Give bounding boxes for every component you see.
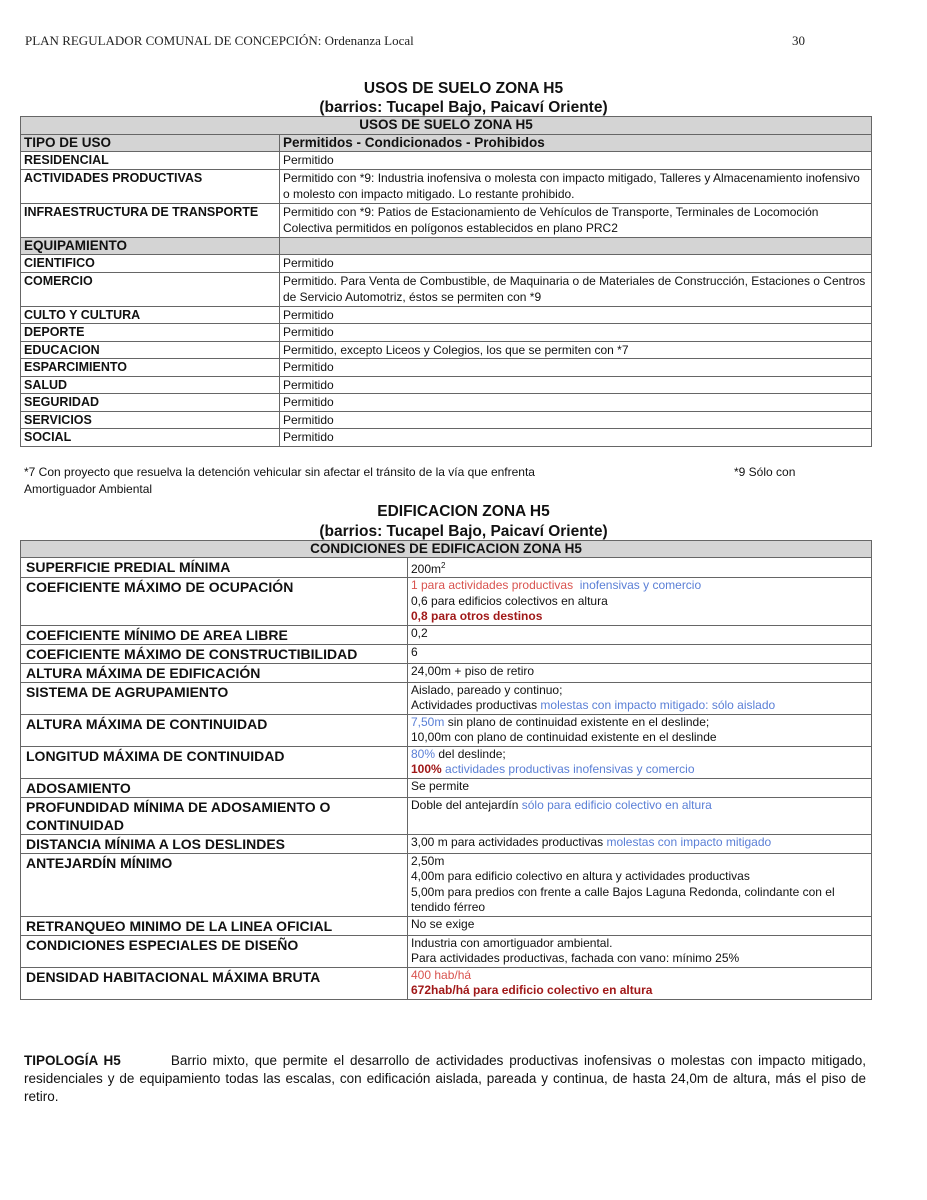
col-permitidos: Permitidos - Condicionados - Prohibidos xyxy=(280,134,872,152)
row-label: PROFUNDIDAD MÍNIMA DE ADOSAMIENTO O CONTINUIDAD xyxy=(21,797,408,834)
table-row xyxy=(21,797,872,834)
row-label: CULTO Y CULTURA xyxy=(21,306,280,324)
row-value xyxy=(408,682,872,714)
tipologia-label: TIPOLOGÍA H5 xyxy=(24,1053,121,1068)
value-text: 3,00 m para actividades productivas xyxy=(411,834,607,849)
table-row xyxy=(21,359,872,377)
edificacion-table xyxy=(20,540,872,1000)
equipamiento-empty xyxy=(280,237,872,255)
value-text: 7,50m xyxy=(411,714,445,729)
value-text: del deslinde; xyxy=(435,746,506,761)
value-superscript: 2 xyxy=(441,560,446,570)
table-row xyxy=(21,663,872,682)
value-text: 10,00m con plano de continuidad existente en el deslinde xyxy=(411,730,717,744)
row-value xyxy=(408,797,872,834)
row-value: 24,00m + piso de retiro xyxy=(408,663,872,682)
row-value: Permitido con *9: Industria inofensiva o molesta con impacto mitigado, Talleres y Almacenamiento inofensivo o molesto con impacto mitigado. Lo restante prohibido. xyxy=(280,169,872,203)
row-value: Permitido xyxy=(280,429,872,447)
table-row xyxy=(21,644,872,663)
table-row xyxy=(21,916,872,935)
table-row xyxy=(21,169,872,203)
row-value: Permitido, excepto Liceos y Colegios, los que se permiten con *7 xyxy=(280,341,872,359)
row-label: COEFICIENTE MÍNIMO DE AREA LIBRE xyxy=(21,625,408,644)
row-label: ESPARCIMIENTO xyxy=(21,359,280,377)
row-label: DENSIDAD HABITACIONAL MÁXIMA BRUTA xyxy=(21,967,408,999)
value-text: inofensivas y comercio xyxy=(579,578,702,592)
document-title: PLAN REGULADOR COMUNAL DE CONCEPCIÓN: Ordenanza Local xyxy=(25,33,414,48)
value-text: 400 hab/há xyxy=(411,967,472,982)
usos-subtitle: (barrios: Tucapel Bajo, Paicaví Oriente) xyxy=(319,99,608,116)
value-text: sin plano de continuidad existente en el deslinde; xyxy=(444,714,710,729)
table-row xyxy=(21,714,872,746)
value-text: 672hab/há para edificio colectivo en altura xyxy=(411,983,653,997)
value-text: Para actividades productivas, fachada con vano: mínimo 25% xyxy=(411,951,740,965)
table-row xyxy=(21,306,872,324)
row-label: ACTIVIDADES PRODUCTIVAS xyxy=(21,169,280,203)
row-label: SERVICIOS xyxy=(21,411,280,429)
col-tipo-de-uso: TIPO DE USO xyxy=(21,134,280,152)
footnote-7: *7 Con proyecto que resuelva la detención vehicular sin afectar el tránsito de la vía que enfrenta xyxy=(24,465,535,479)
footnote-9: *9 Sólo con xyxy=(734,465,796,479)
value-text: 0,6 para edificios colectivos en altura xyxy=(411,593,608,608)
value-text: 1 para actividades productivas xyxy=(411,578,574,592)
row-value: Permitido xyxy=(280,376,872,394)
value-text: sólo para edificio colectivo en altura xyxy=(521,797,712,812)
row-value: Permitido. Para Venta de Combustible, de Maquinaria o de Materiales de Construcción, Estaciones o Centros de Servicio Automotriz, éstos se permiten con *9 xyxy=(280,272,872,306)
row-label: CONDICIONES ESPECIALES DE DISEÑO xyxy=(21,935,408,967)
value-text: 80% xyxy=(411,746,436,761)
row-value xyxy=(408,967,872,999)
table-row xyxy=(21,411,872,429)
row-label: EDUCACION xyxy=(21,341,280,359)
table-row xyxy=(21,967,872,999)
table-row xyxy=(21,853,872,916)
table-row xyxy=(21,394,872,412)
row-label: SEGURIDAD xyxy=(21,394,280,412)
row-label: ALTURA MÁXIMA DE EDIFICACIÓN xyxy=(21,663,408,682)
row-value: Permitido con *9: Patios de Estacionamiento de Vehículos de Transporte, Terminales de Locomoción Colectiva permitidos en polígonos establecidos en plano PRC2 xyxy=(280,203,872,237)
value-text: molestas con impacto mitigado xyxy=(606,834,772,849)
row-value: Permitido xyxy=(280,411,872,429)
table-row xyxy=(21,152,872,170)
row-value xyxy=(408,935,872,967)
table-row xyxy=(21,429,872,447)
table-row xyxy=(21,625,872,644)
tipologia-text: Barrio mixto, que permite el desarrollo de actividades productivas inofensivas o molestas con impacto mitigado, residenciales y de equipamiento todas las escalas, con edificación aislada, pareada y continua, de hasta 24,0m de altura, más el piso de retiro. xyxy=(24,1053,866,1104)
row-label: SALUD xyxy=(21,376,280,394)
edif-table-title: CONDICIONES DE EDIFICACION ZONA H5 xyxy=(21,541,872,558)
row-value: Permitido xyxy=(280,324,872,342)
footnote-9-continued: Amortiguador Ambiental xyxy=(24,481,153,496)
row-label: DISTANCIA MÍNIMA A LOS DESLINDES xyxy=(21,834,408,853)
table-row xyxy=(21,935,872,967)
table-row xyxy=(21,682,872,714)
row-value xyxy=(408,714,872,746)
row-value: Permitido xyxy=(280,306,872,324)
table-row xyxy=(21,324,872,342)
row-value: No se exige xyxy=(408,916,872,935)
row-label: SISTEMA DE AGRUPAMIENTO xyxy=(21,682,408,714)
row-label: RETRANQUEO MINIMO DE LA LINEA OFICIAL xyxy=(21,916,408,935)
page-header xyxy=(25,33,805,49)
value-text: Actividades productivas xyxy=(411,698,538,712)
usos-title: USOS DE SUELO ZONA H5 xyxy=(363,80,564,97)
value-text: 4,00m para edificio colectivo en altura y actividades productivas xyxy=(411,869,750,883)
row-value xyxy=(408,834,872,853)
row-label: SOCIAL xyxy=(21,429,280,447)
row-value xyxy=(408,557,872,578)
usos-table-title: USOS DE SUELO ZONA H5 xyxy=(21,117,872,135)
row-value: 0,2 xyxy=(408,625,872,644)
equipamiento-label: EQUIPAMIENTO xyxy=(21,237,280,255)
value-text: 5,00m para predios con frente a calle Bajos Laguna Redonda, colindante con el tendido férreo xyxy=(411,884,835,914)
row-value xyxy=(408,746,872,778)
equipamiento-row xyxy=(21,237,872,255)
table-row xyxy=(21,557,872,578)
row-value xyxy=(408,578,872,626)
row-label: DEPORTE xyxy=(21,324,280,342)
table-row xyxy=(21,778,872,797)
value-text: molestas con impacto mitigado: sólo aislado xyxy=(540,698,776,712)
value-text: 0,8 para otros destinos xyxy=(411,609,543,623)
edif-subtitle: (barrios: Tucapel Bajo, Paicaví Oriente) xyxy=(319,523,608,540)
table-row xyxy=(21,203,872,237)
value-text: 200m xyxy=(411,561,442,576)
row-label: SUPERFICIE PREDIAL MÍNIMA xyxy=(21,557,408,578)
row-value: Permitido xyxy=(280,359,872,377)
row-value: Se permite xyxy=(408,778,872,797)
table-row xyxy=(21,746,872,778)
row-value: Permitido xyxy=(280,394,872,412)
usos-header-row xyxy=(21,134,872,152)
value-text: actividades productivas inofensivas y comercio xyxy=(441,762,695,776)
value-text: 100% xyxy=(411,762,442,776)
row-label: COEFICIENTE MÁXIMO DE OCUPACIÓN xyxy=(21,578,408,626)
row-value: Permitido xyxy=(280,255,872,273)
table-row xyxy=(21,376,872,394)
row-label: RESIDENCIAL xyxy=(21,152,280,170)
row-value: 6 xyxy=(408,644,872,663)
row-label: ALTURA MÁXIMA DE CONTINUIDAD xyxy=(21,714,408,746)
value-text: Industria con amortiguador ambiental. xyxy=(411,935,613,950)
row-label: CIENTIFICO xyxy=(21,255,280,273)
page-number: 30 xyxy=(792,33,805,48)
table-row xyxy=(21,341,872,359)
row-label: LONGITUD MÁXIMA DE CONTINUIDAD xyxy=(21,746,408,778)
value-text: Doble del antejardín xyxy=(411,797,522,812)
edif-title: EDIFICACION ZONA H5 xyxy=(377,503,550,520)
tipologia-paragraph xyxy=(24,1052,866,1106)
usos-footnotes xyxy=(24,464,874,497)
value-text: 2,50m xyxy=(411,853,445,868)
row-label: COMERCIO xyxy=(21,272,280,306)
value-text: Aislado, pareado y continuo; xyxy=(411,682,563,697)
table-row xyxy=(21,834,872,853)
usos-table xyxy=(20,116,872,447)
row-label: ANTEJARDÍN MÍNIMO xyxy=(21,853,408,916)
table-row xyxy=(21,578,872,626)
row-label: COEFICIENTE MÁXIMO DE CONSTRUCTIBILIDAD xyxy=(21,644,408,663)
table-row xyxy=(21,255,872,273)
row-label: INFRAESTRUCTURA DE TRANSPORTE xyxy=(21,203,280,237)
row-label: ADOSAMIENTO xyxy=(21,778,408,797)
row-value xyxy=(408,853,872,916)
table-row xyxy=(21,272,872,306)
row-value: Permitido xyxy=(280,152,872,170)
